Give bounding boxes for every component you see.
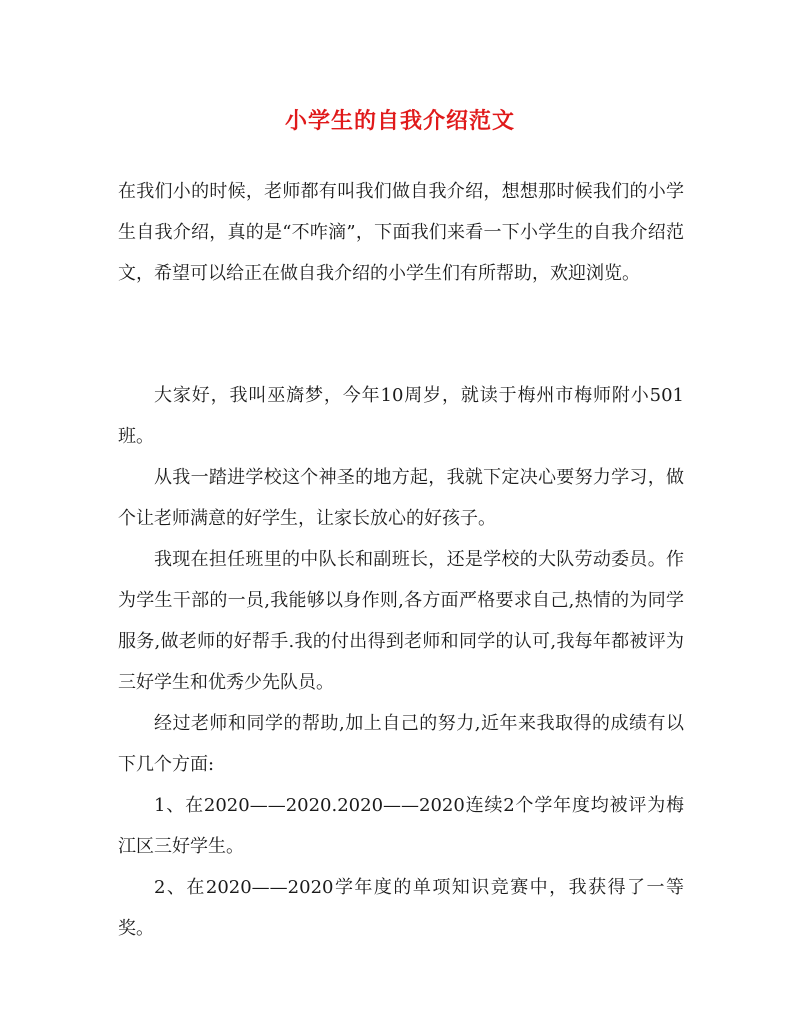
intro-paragraph: 在我们小的时候，老师都有叫我们做自我介绍，想想那时候我们的小学生自我介绍，真的是“不咋滴”，下面我们来看一下小学生的自我介绍范文，希望可以给正在做自我介绍的小学生们有所帮助，欢迎浏览。 (118, 181, 684, 284)
body-paragraph-5: 1、在2020——2020.2020——2020连续2个学年度均被评为梅江区三好学生。 (118, 795, 684, 857)
body-paragraph-6: 2、在2020——2020学年度的单项知识竞赛中，我获得了一等奖。 (118, 877, 684, 939)
body-paragraph-4: 经过老师和同学的帮助,加上自己的努力,近年来我取得的成绩有以下几个方面: (118, 713, 684, 775)
body-paragraph-2: 从我一踏进学校这个神圣的地方起，我就下定决心要努力学习，做个让老师满意的好学生，让家长放心的好孩子。 (118, 467, 684, 529)
document-title: 小学生的自我介绍范文 (284, 108, 515, 134)
body-paragraph-1: 大家好，我叫巫旖梦，今年10周岁，就读于梅州市梅师附小501班。 (118, 385, 684, 447)
body-paragraph-3: 我现在担任班里的中队长和副班长，还是学校的大队劳动委员。作为学生干部的一员,我能够以身作则,各方面严格要求自己,热情的为同学服务,做老师的好帮手.我的付出得到老师和同学的认可,我每年都被评为三好学生和优秀少先队员。 (118, 549, 684, 693)
